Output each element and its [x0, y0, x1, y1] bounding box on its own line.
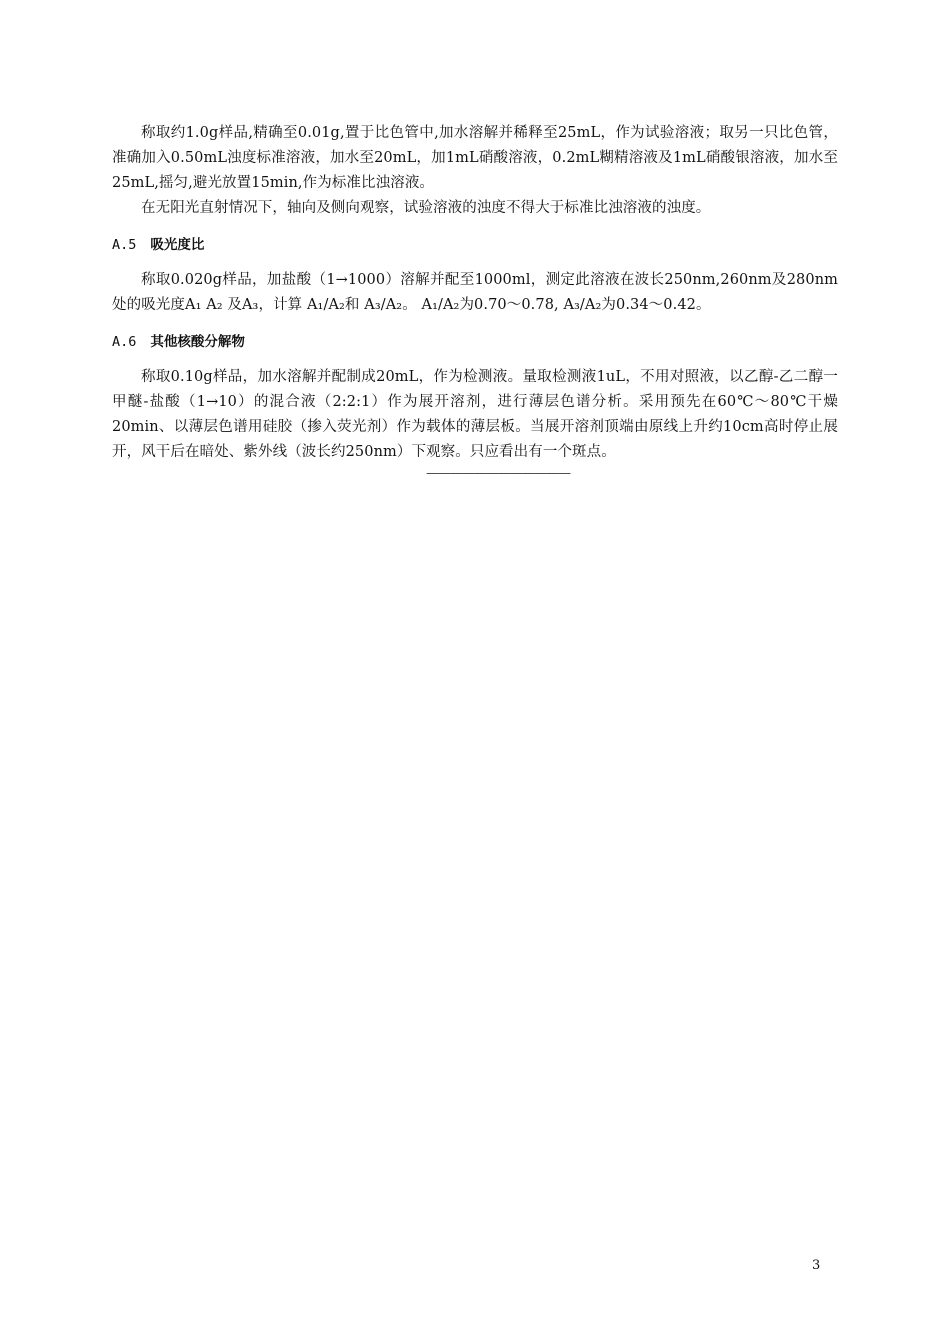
end-of-document-rule: ———————————— — [426, 466, 570, 481]
paragraph-nucleic-acid-decomposition: 称取0.10g样品，加水溶解并配制成20mL，作为检测液。量取检测液1uL，不用对照液，以乙醇-乙二醇一甲醚-盐酸（1→10）的混合液（2:2:1）作为展开溶剂，进行薄层色谱分析。采用预先在60℃～80℃干燥20min、以薄层色谱用硅胶（掺入荧光剂）作为载体的薄层板。当展开溶剂顶端由原线上升约10cm高时停止展开，风干后在暗处、紫外线（波长约250nm）下观察。只应看出有一个斑点。 — [112, 369, 838, 460]
section-title-a5: 吸光度比 — [150, 237, 205, 253]
section-heading-a6 — [112, 332, 838, 352]
page-content — [112, 121, 838, 481]
section-number-a6: A.6 — [112, 334, 137, 350]
paragraph-absorbance-ratio: 称取0.020g样品，加盐酸（1→1000）溶解并配至1000ml，测定此溶液在波长250nm,260nm及280nm处的吸光度A₁ A₂ 及A₃，计算 A₁/A₂和 A₃/A₂。 A₁/A₂为0.70～0.78, A₃/A₂为0.34～0.42。 — [112, 272, 838, 313]
paragraph-turbidity-method: 称取约1.0g样品,精确至0.01g,置于比色管中,加水溶解并稀释至25mL，作为试验溶液；取另一只比色管，准确加入0.50mL浊度标准溶液，加水至20mL，加1mL硝酸溶液，0.2mL糊精溶液及1mL硝酸银溶液，加水至25mL,摇匀,避光放置15min,作为标准比浊溶液。 — [112, 125, 838, 191]
section-heading-a5 — [112, 235, 838, 255]
paragraph-turbidity-criteria: 在无阳光直射情况下，轴向及侧向观察，试验溶液的浊度不得大于标准比浊溶液的浊度。 — [141, 200, 711, 216]
section-title-a6: 其他核酸分解物 — [150, 334, 245, 350]
page-number: 3 — [812, 1258, 821, 1273]
section-number-a5: A.5 — [112, 237, 137, 253]
